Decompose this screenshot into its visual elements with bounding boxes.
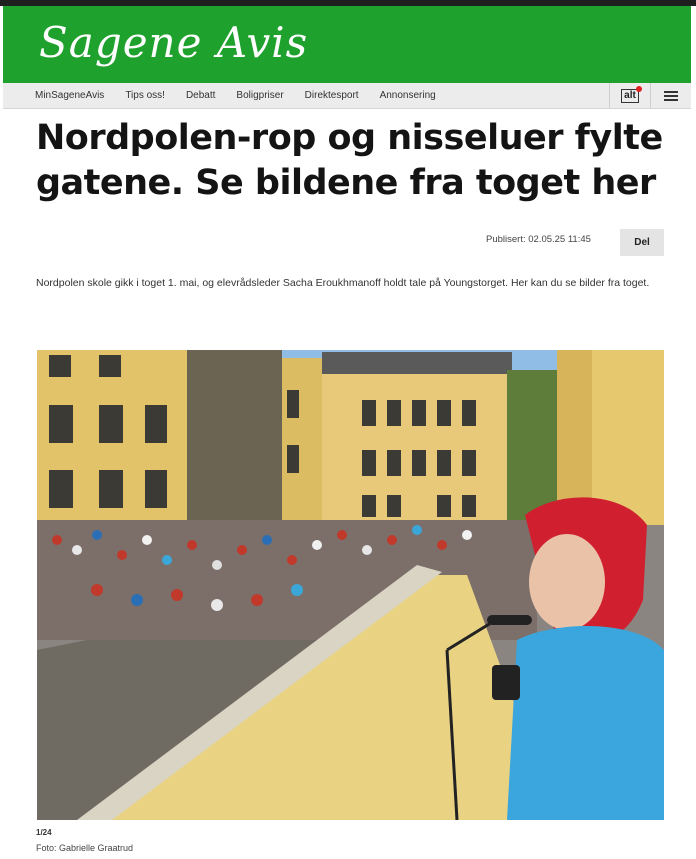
article-photo[interactable] — [37, 350, 664, 820]
menu-button[interactable] — [650, 83, 691, 108]
masthead — [3, 6, 691, 83]
nav-link-minsageneavis[interactable]: MinSageneAvis — [35, 90, 105, 101]
photo-credit: Foto: Gabrielle Graatrud — [36, 843, 134, 853]
nav-links — [35, 83, 457, 108]
photo-illustration — [37, 350, 664, 820]
headline-line-2: gatene. Se bildene fra toget her — [36, 163, 656, 203]
nav-link-direktesport[interactable]: Direktesport — [304, 90, 359, 101]
main-navigation — [3, 83, 691, 109]
hamburger-menu-icon — [664, 91, 678, 101]
article-lead: Nordpolen skole gikk i toget 1. mai, og elevrådsleder Sacha Eroukhmanoff holdt tale på Youngstorget. Her kan du se bilder fra toget. — [36, 277, 650, 289]
published-timestamp: Publisert: 02.05.25 11:45 — [486, 234, 591, 245]
alt-icon: alt — [621, 89, 639, 103]
nav-actions — [609, 83, 691, 108]
site-logo[interactable]: Sagene Avis — [39, 18, 309, 67]
photo-counter: 1/24 — [36, 828, 52, 837]
share-button[interactable]: Del — [620, 229, 664, 256]
nav-link-boligpriser[interactable]: Boligpriser — [236, 90, 284, 101]
alt-button[interactable] — [609, 83, 650, 108]
article-headline — [36, 116, 666, 206]
nav-link-tips-oss[interactable]: Tips oss! — [125, 90, 165, 101]
nav-link-debatt[interactable]: Debatt — [185, 90, 216, 101]
nav-link-annonsering[interactable]: Annonsering — [379, 90, 436, 101]
headline-line-1: Nordpolen-rop og nisseluer fylte — [36, 118, 663, 158]
